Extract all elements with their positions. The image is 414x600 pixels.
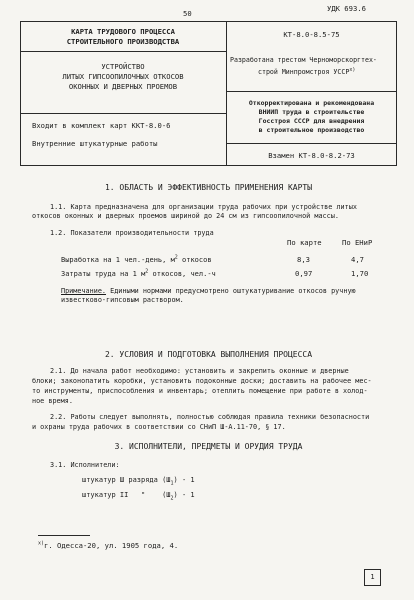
card-code: КТ-8.0-8.5-75: [283, 30, 340, 39]
metric-labor-card: 0,97: [295, 269, 313, 278]
column-by-card: По карте: [287, 238, 322, 247]
section1-p1-line2: откосов оконных и дверных проемов шириной до 24 см из гипсоопилочной массы.: [32, 212, 339, 220]
subject-line3: ОКОННЫХ И ДВЕРНЫХ ПРОЕМОВ: [68, 82, 178, 91]
subject-line2: ЛИТЫХ ГИПСООПИЛОЧНЫХ ОТКОСОВ: [62, 72, 184, 81]
section3-heading: 3. ИСПОЛНИТЕЛИ, ПРЕДМЕТЫ И ОРУДИЯ ТРУДА: [114, 442, 303, 451]
header-divider-right-2: [226, 143, 397, 144]
footnote-rule: [38, 535, 90, 536]
replaces-note: Взамен КТ-8.0-8.2-73: [268, 151, 355, 160]
approval-line1: Откорректирована и рекомендована: [248, 99, 375, 107]
section1-heading: 1. ОБЛАСТЬ И ЭФФЕКТИВНОСТЬ ПРИМЕНЕНИЯ КАРТЫ: [104, 183, 313, 192]
section2-p1-line3: то инструменты, приспособления и инвентарь; отеплить помещение при работе в холод-: [32, 387, 368, 395]
metric-labor-enir: 1,70: [351, 269, 369, 278]
header-divider-left-1: [20, 51, 226, 52]
footnote: $^{х)}$г. Одесса-20, ул. 1905 года, 4.: [38, 540, 179, 550]
section2-p1-line4: ное время.: [32, 397, 73, 405]
udk-code: УДК 693.6: [327, 4, 366, 13]
subject-line1: УСТРОЙСТВО: [101, 62, 145, 71]
metric-row-output: Выработка на 1 чел.-день, $м^2$ откосов: [61, 254, 212, 264]
developer-line1: Разработана трестом Черноморскоргтех-: [230, 56, 377, 64]
worker-row-1: штукатур Ш разряда $(Ш_1) - 1$: [82, 476, 195, 487]
approval-line4: в строительное производство: [258, 126, 365, 134]
metric-output-enir: 4,7: [351, 255, 364, 264]
developer-line2: строй Минпромстроя $УССР^{х)}$: [258, 66, 356, 76]
page-box-number: 1: [364, 569, 381, 586]
worker-row-2: штукатур II " $(Ш_2) - 1$: [82, 491, 195, 502]
section1-note-line1: Примечание. Едиными нормами предусмотрено оштукатуривание откосов ручную: [61, 287, 356, 295]
section1-p2: 1.2. Показатели производительности труда: [50, 229, 214, 237]
section1-p1-line1: 1.1. Карта предназначена для организации труда рабочих при устройстве литых: [50, 203, 357, 211]
section2-p2-line2: и охраны труда рабочих в соответствии со СНиП Ш-А.11-70, § 17.: [32, 423, 286, 431]
kit-line: Входит в комплект карт ККТ-8.0-6: [32, 121, 171, 130]
approval-line3: Госстроя СССР для внедрения: [258, 117, 365, 125]
metric-output-card: 8,3: [297, 255, 310, 264]
header-divider-right-1: [226, 91, 397, 92]
page-number: 50: [183, 9, 192, 18]
section2-heading: 2. УСЛОВИЯ И ПОДГОТОВКА ВЫПОЛНЕНИЯ ПРОЦЕССА: [104, 350, 313, 359]
section2-p2-line1: 2.2. Работы следует выполнять, полностью соблюдая правила техники безопасности: [50, 413, 370, 421]
kit-subject: Внутренние штукатурные работы: [32, 139, 158, 148]
header-divider-left-2: [20, 113, 226, 114]
section3-p1: 3.1. Исполнители:: [50, 461, 120, 469]
section2-p1-line2: блоки; законопатить коробки, установить подоконные доски; доставить на рабочее мес-: [32, 377, 372, 385]
metric-row-labor: Затраты труда на 1 $м^2$ откосов, чел.-ч: [61, 268, 216, 278]
column-by-enir: По ЕНиР: [342, 238, 373, 247]
header-title-line1: КАРТА ТРУДОВОГО ПРОЦЕССА: [71, 27, 175, 36]
approval-line2: ВНИИП труда в строительстве: [258, 108, 365, 116]
section2-p1-line1: 2.1. До начала работ необходимо: установить и закрепить оконные и дверные: [50, 367, 349, 375]
header-title-line2: СТРОИТЕЛЬНОГО ПРОИЗВОДСТВА: [66, 37, 180, 46]
header-divider-vertical: [226, 21, 227, 166]
section1-note-line2: известково-гипсовым раствором.: [61, 296, 184, 304]
